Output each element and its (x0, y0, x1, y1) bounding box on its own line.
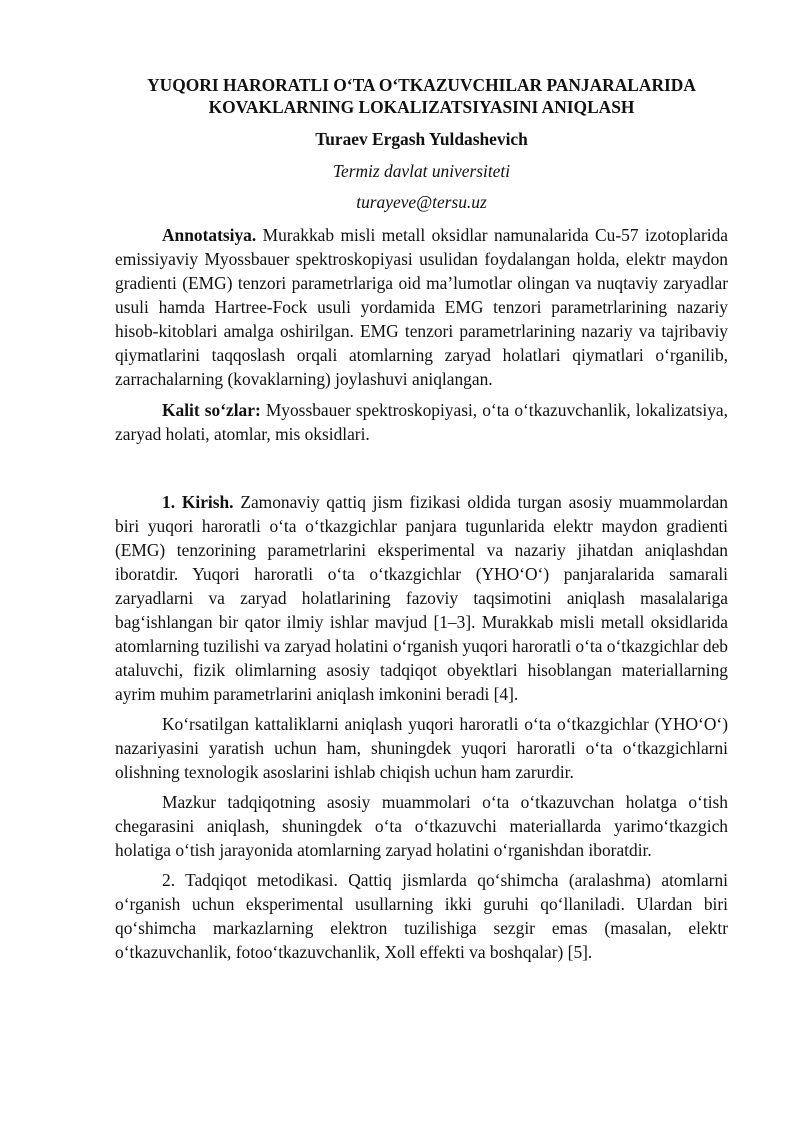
paper-title (115, 74, 728, 118)
author-name: Turaev Ergash Yuldashevich (315, 129, 528, 149)
intro-paragraph (115, 490, 728, 706)
keywords-label: Kalit so‘zlar: (162, 400, 261, 420)
keywords-paragraph (115, 398, 728, 446)
body-paragraph: Mazkur tadqiqotning asosiy muammolari o‘ta o‘tkazuvchan holatga o‘tish chegarasini aniqlash, shuningdek o‘ta o‘tkazuvchi materiallarda yarimo‘tkazgich holatiga o‘tish jarayonida atomlarning zaryad holatini o‘rganishdan iboratdir. (115, 792, 728, 860)
keywords-text: Myossbauer spektroskopiyasi, o‘ta o‘tkazuvchanlik, lokalizatsiya, zaryad holati, atomlar, mis oksidlari. (115, 400, 728, 444)
author-affiliation: Termiz davlat universiteti (332, 161, 511, 181)
intro-text: Zamonaviy qattiq jism fizikasi oldida turgan asosiy muammolardan biri yuqori haroratli o‘ta o‘tkazgichlar panjara tugunlarida elektr maydon gradienti (EMG) tenzorining parametrlarini eksperimental va nazariy jihatdan aniqlashdan iboratdir. Yuqori haroratli o‘ta o‘tkazgichlar (YHO‘O‘) panjaralarida samarali zaryadlarni va zaryad holatlarining fazoviy taqsimotini aniqlash masalalariga bag‘ishlangan bir qator ilmiy ishlar mavjud [1–3]. Murakkab misli metall oksidlarida atomlarning tuzilishi va zaryad holatini o‘rganish yuqori haroratli o‘ta o‘tkazgichlar deb ataluvchi, fizik olimlarning asosiy tadqiqot obyektlari hisoblangan materiallarning ayrim muhim parametrlarini aniqlash imkonini beradi [4]. (115, 492, 728, 704)
abstract-text: Murakkab misli metall oksidlar namunalarida Cu-57 izotoplarida emissiyaviy Myossbauer spektroskopiyasi usulidan foydalangan holda, elektr maydon gradienti (EMG) tenzori parametrlariga oid ma’lumotlar olingan va nuqtaviy zaryadlar usuli hamda Hartree-Fock usuli yordamida EMG tenzori parametrlarining nazariy hisob-kitoblari amalga oshirilgan. EMG tenzori parametrlarining nazariy va tajribaviy qiymatlarini taqqoslash orqali atomlarning zaryad holatlari qiymatlari o‘rganilib, zarrachalarning (kovaklarning) joylashuvi aniqlangan. (115, 225, 728, 389)
author-email: turayeve@tersu.uz (356, 192, 487, 212)
paper-title-line-1: YUQORI HARORATLI O‘TA O‘TKAZUVCHILAR PANJARALARIDA (147, 75, 696, 95)
body-paragraph: Ko‘rsatilgan kattaliklarni aniqlash yuqori haroratli o‘ta o‘tkazgichlar (YHO‘O‘) nazariyasini yaratish uchun ham, shuningdek yuqori haroratli o‘ta o‘tkazgichlarni olishning texnologik asoslarini ishlab chiqish uchun ham zarurdir. (115, 714, 728, 782)
document-page (115, 74, 728, 964)
abstract-label: Annotatsiya. (162, 225, 257, 245)
intro-heading: 1. Kirish. (162, 492, 234, 512)
methods-paragraph: 2. Tadqiqot metodikasi. Qattiq jismlarda qo‘shimcha (aralashma) atomlarni o‘rganish uchun eksperimental usullarning ikki guruhi qo‘llaniladi. Ulardan biri qo‘shimcha markazlarning elektron tuzilishiga sezgir emas (masalan, elektr o‘tkazuvchanlik, fotoo‘tkazuvchanlik, Xoll effekti va boshqalar) [5]. (115, 870, 728, 962)
abstract-paragraph (115, 223, 728, 391)
paper-title-line-2: KOVAKLARNING LOKALIZATSIYASINI ANIQLASH (208, 97, 635, 117)
